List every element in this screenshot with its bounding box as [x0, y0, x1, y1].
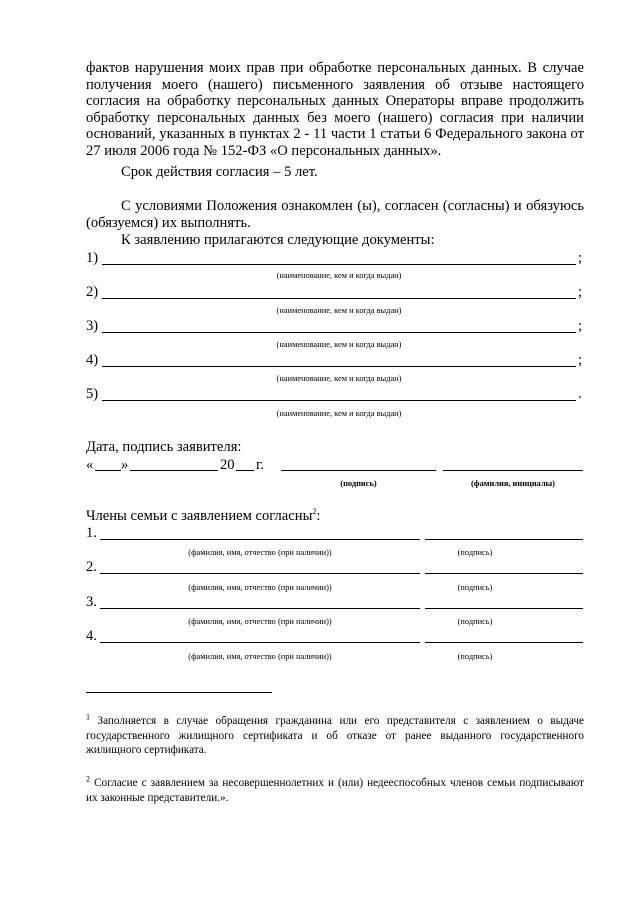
doc-item-caption: (наименование, кем и когда выдан): [276, 340, 402, 349]
family-signature-caption: (подпись): [457, 652, 493, 661]
footnote-2-text: Согласие с заявлением за несовершеннолетних и (или) недееспособных членов семьи подписывают их законные представители.».: [86, 777, 585, 804]
doc-item-number: 1): [86, 250, 99, 266]
family-name-field[interactable]: [100, 573, 420, 574]
doc-item-end: ;: [578, 352, 583, 368]
family-signature-caption: (подпись): [457, 617, 493, 626]
doc-item-number: 3): [86, 318, 99, 334]
footnote-2: [86, 776, 584, 805]
doc-item-number: 4): [86, 352, 99, 368]
family-signature-field[interactable]: [425, 573, 583, 574]
family-name-caption: (фамилия, имя, отчество (при наличии)): [188, 548, 332, 557]
date-year-prefix: 20: [220, 457, 235, 473]
doc-item-number: 5): [86, 386, 99, 402]
agreement-text: С условиями Положения ознакомлен (ы), согласен (согласны) и обязуюсь (обязуемся) их выполнять.: [86, 198, 584, 231]
doc-item-caption: (наименование, кем и когда выдан): [276, 306, 402, 315]
date-open-quote: «: [86, 457, 94, 473]
doc-item-caption: (наименование, кем и когда выдан): [276, 409, 402, 418]
documents-heading: К заявлению прилагаются следующие документы:: [121, 232, 435, 248]
applicant-name-caption: (фамилия, инициалы): [471, 479, 555, 488]
footnote-2-mark: 2: [86, 774, 90, 784]
family-name-caption: (фамилия, имя, отчество (при наличии)): [188, 583, 332, 592]
family-name-caption: (фамилия, имя, отчество (при наличии)): [188, 617, 332, 626]
footnote-1-mark: 1: [86, 712, 90, 722]
family-row-number: 1.: [86, 525, 97, 541]
applicant-signature-field[interactable]: [281, 470, 436, 471]
doc-item-line[interactable]: [102, 332, 576, 333]
family-signature-field[interactable]: [425, 539, 583, 540]
date-year-suffix: г.: [256, 457, 264, 473]
signature-label: Дата, подпись заявителя:: [86, 439, 242, 455]
family-signature-field[interactable]: [425, 608, 583, 609]
doc-item-end: ;: [578, 318, 583, 334]
family-signature-caption: (подпись): [457, 548, 493, 557]
doc-item-end: ;: [578, 284, 583, 300]
family-row-number: 2.: [86, 559, 97, 575]
doc-item-number: 2): [86, 284, 99, 300]
family-name-caption: (фамилия, имя, отчество (при наличии)): [188, 652, 332, 661]
validity-text: Срок действия согласия – 5 лет.: [121, 164, 318, 180]
family-name-field[interactable]: [100, 608, 420, 609]
doc-item-line[interactable]: [102, 366, 576, 367]
doc-item-line[interactable]: [102, 298, 576, 299]
footnote-1: [86, 714, 584, 758]
applicant-signature-caption: (подпись): [340, 479, 377, 488]
doc-item-end: .: [578, 386, 582, 402]
family-signature-field[interactable]: [425, 642, 583, 643]
footnote-ref-2[interactable]: 2: [312, 507, 317, 517]
family-signature-caption: (подпись): [457, 583, 493, 592]
footnote-separator: [86, 692, 272, 693]
doc-item-caption: (наименование, кем и когда выдан): [276, 271, 402, 280]
family-heading: [86, 508, 320, 524]
intro-paragraph: фактов нарушения моих прав при обработке персональных данных. В случае получения моего (нашего) письменного заявления об отзыве настоящего согласия на обработку персональных данных Операторы вправе продолжить обработку персональных данных без моего (нашего) согласия при наличии оснований, указанных в пунктах 2 - 11 части 1 статьи 6 Федерального закона от 27 июля 2006 года № 152-ФЗ «О персональных данных».: [86, 60, 584, 159]
date-close-quote: »: [121, 457, 129, 473]
doc-item-line[interactable]: [102, 264, 576, 265]
family-heading-text: Члены семьи с заявлением согласны: [86, 508, 313, 524]
family-name-field[interactable]: [100, 642, 420, 643]
applicant-name-field[interactable]: [443, 470, 583, 471]
family-name-field[interactable]: [100, 539, 420, 540]
date-month-field[interactable]: [130, 470, 218, 471]
date-day-field[interactable]: [95, 470, 121, 471]
footnote-1-text: Заполняется в случае обращения гражданина или его представителя с заявлением о выдаче государственного жилищного сертификата и об отказе от ранее выданного государственного жилищного сертификата.: [86, 715, 584, 756]
family-row-number: 3.: [86, 594, 97, 610]
doc-item-caption: (наименование, кем и когда выдан): [276, 374, 402, 383]
family-row-number: 4.: [86, 628, 97, 644]
doc-item-line[interactable]: [102, 400, 576, 401]
doc-item-end: ;: [578, 250, 583, 266]
date-year-field[interactable]: [236, 470, 254, 471]
family-heading-colon: :: [316, 508, 321, 524]
